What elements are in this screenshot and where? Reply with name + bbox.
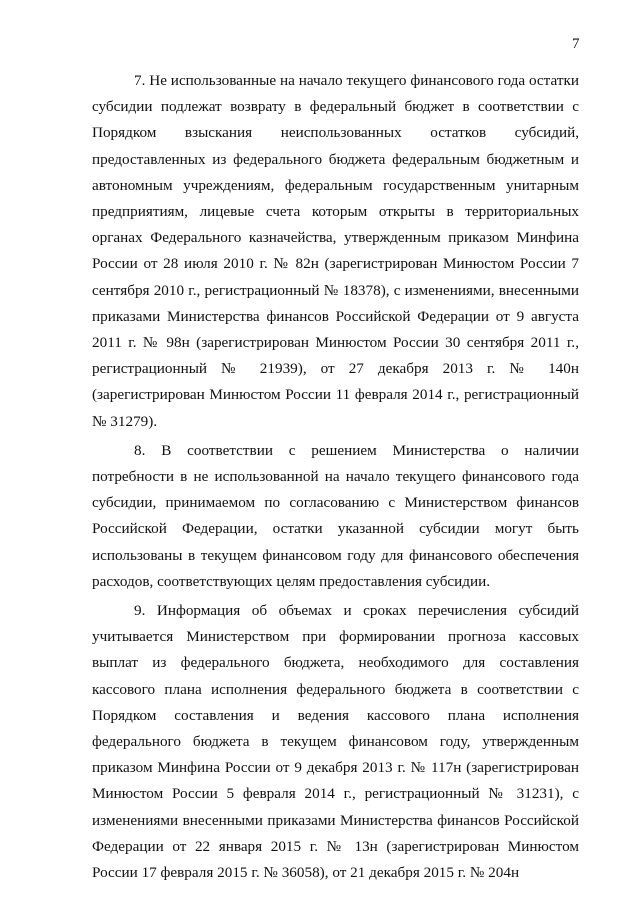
paragraph-8: 8. В соответствии с решением Министерства о наличии потребности в не использованной на начало текущего финансового года субсидии, принимаемом по согласованию с Министерством финансов Российской Федерации, остатки указанной субсидии могут быть использованы в текущем финансовом году для финансового обеспечения расходов, соответствующих целям предоставления субсидии. (92, 441, 579, 590)
paragraph-7: 7. Не использованные на начало текущего финансового года остатки субсидии подлежат возврату в федеральный бюджет в соответствии с Порядком взыскания неиспользованных остатков субсидий, предоставленных из федерального бюджета федеральным бюджетным и автономным учреждениям, федеральным государственным унитарным предприятиям, лицевые счета которым открыты в территориальных органах Федерального казначейства, утвержденным приказом Минфина России от 28 июля 2010 г. № 82н (зарегистрирован Минюстом России 7 сентября 2010 г., регистрационный № 18378), с изменениями, внесенными приказами Министерства финансов Российской Федерации от 9 августа 2011 г. № 98н (зарегистрирован Минюстом России 30 сентября 2011 г., регистрационный № 21939), от 27 декабря 2013 г. № 140н (зарегистрирован Минюстом России 11 февраля 2014 г., регистрационный № 31279). (92, 72, 579, 430)
document-body (92, 68, 579, 886)
paragraph-9: 9. Информация об объемах и сроках перечисления субсидий учитывается Министерством при формировании прогноза кассовых выплат из федерального бюджета, необходимого для составления кассового плана исполнения федерального бюджета в соответствии с Порядком составления и ведения кассового плана исполнения федерального бюджета в текущем финансовом году, утвержденным приказом Минфина России от 9 декабря 2013 г. № 117н (зарегистрирован Минюстом России 5 февраля 2014 г., регистрационный № 31231), с изменениями внесенными приказами Министерства финансов Российской Федерации от 22 января 2015 г. № 13н (зарегистрирован Минюстом России 17 февраля 2015 г. № 36058), от 21 декабря 2015 г. № 204н (92, 602, 579, 882)
page-number: 7 (572, 36, 580, 52)
